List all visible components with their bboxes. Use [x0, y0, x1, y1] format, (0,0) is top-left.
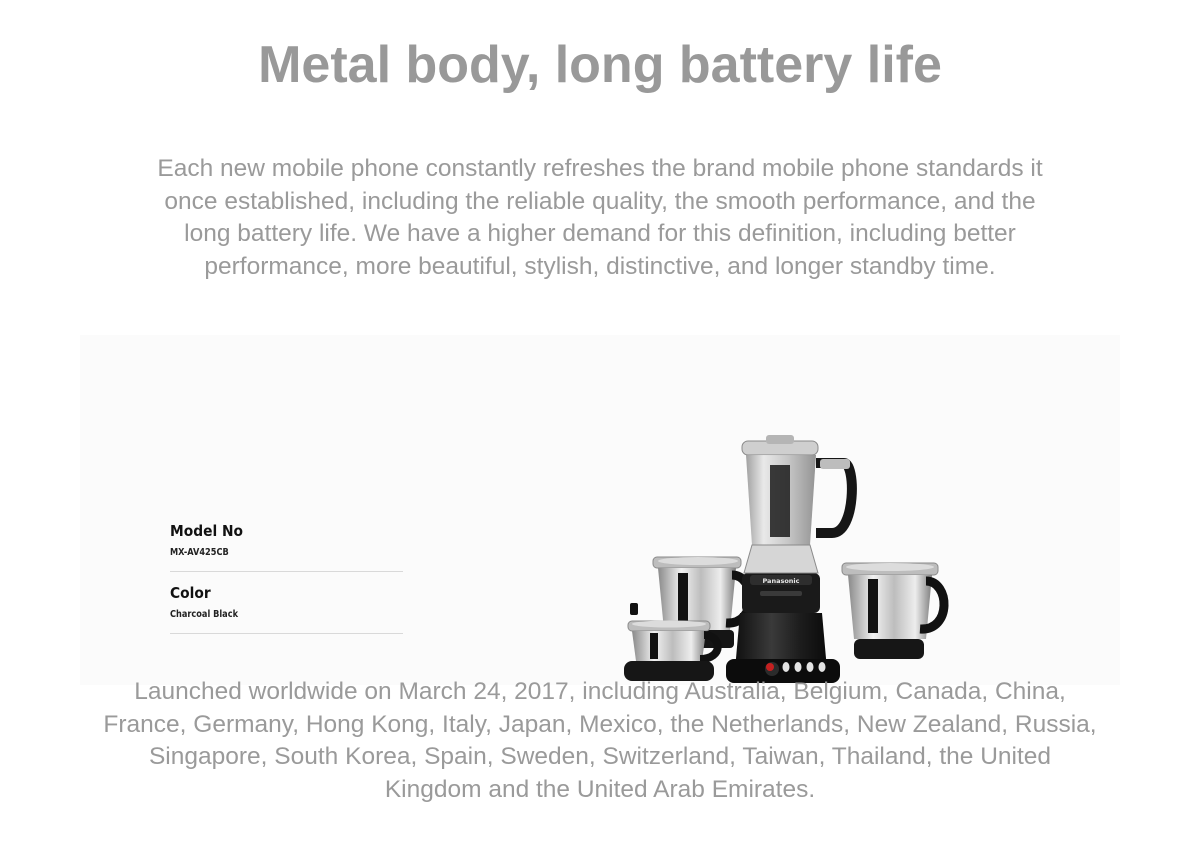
spec-color-value: Charcoal Black — [170, 609, 239, 620]
page-headline: Metal body, long battery life — [258, 36, 942, 94]
mixer-grinder-illustration — [620, 435, 950, 687]
product-banner-image — [80, 335, 1120, 685]
spec-color — [170, 583, 403, 634]
launch-description: Launched worldwide on March 24, 2017, including Australia, Belgium, Canada, China, France, Germany, Hong Kong, Italy, Japan, Mexico, the Netherlands, New Zealand, Russia, Singapore, South Korea, Spain, Sweden, Switzerland, Taiwan, Thailand, the United Kingdom and the United Arab Emirates. — [103, 678, 1097, 803]
spec-model-number — [170, 521, 403, 572]
brand-logo: Panasonic — [762, 577, 800, 585]
spec-model-value: MX-AV425CB — [170, 547, 229, 558]
intro-paragraph: Each new mobile phone constantly refreshes the brand mobile phone standards it once established, including the reliable quality, the smooth performance, and the long battery life. We have a higher demand for this definition, including better performance, more beautiful, stylish, distinctive, and longer standby time. — [157, 155, 1043, 280]
motor-base — [726, 573, 840, 683]
blender-jar — [742, 435, 852, 573]
steel-jar-right — [842, 563, 944, 659]
spec-model-title: Model No — [170, 522, 244, 540]
spec-color-title: Color — [170, 584, 211, 602]
